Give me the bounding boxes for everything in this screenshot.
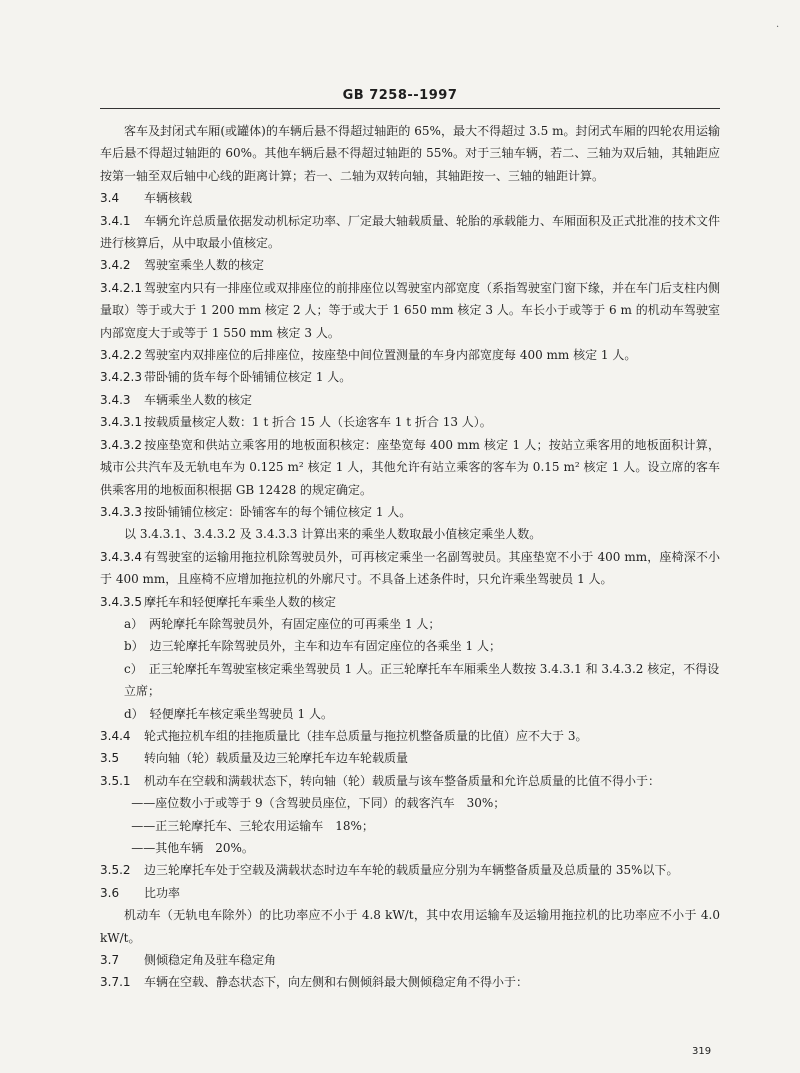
clause-number: 3.4 <box>100 191 120 206</box>
clause-text: 机动车（无轨电车除外）的比功率应不小于 4.8 kW/t，其中农用运输车及运输用拖拉机的比功率应不小于 4.0 kW/t。 <box>100 908 720 945</box>
clause-text: a） 两轮摩托车除驾驶员外，有固定座位的可再乘坐 1 人； <box>124 616 441 631</box>
clause-text: 按载质量核定人数：1 t 折合 15 人（长途客车 1 t 折合 13 人）。 <box>144 415 492 430</box>
page-header-standard-number: GB 7258--1997 <box>342 88 458 103</box>
body-paragraph <box>100 904 720 949</box>
clause-text: 驾驶室乘坐人数的核定 <box>144 258 265 273</box>
clause-number: 3.4.2.1 <box>100 280 142 295</box>
clause-number: 3.6 <box>100 885 120 900</box>
body-paragraph <box>100 277 720 344</box>
section-heading <box>100 949 720 971</box>
clause-number: 3.5 <box>100 751 120 766</box>
clause-number: 3.4.3.4 <box>100 549 142 564</box>
clause-number: 3.5.2 <box>100 863 131 878</box>
corner-mark: · <box>776 22 780 33</box>
clause-text: 客车及封闭式车厢(或罐体)的车辆后悬不得超过轴距的 65%，最大不得超过 3.5 m。封闭式车厢的四轮农用运输车后悬不得超过轴距的 60%。其他车辆后悬不得超过轴距的 55%。对于三轴车辆，若二、三轴为双后轴，其轴距应按第一轴至双后轴中心线的距离计算；若一、二轴为双转向轴，其轴距按一、三轴的轴距计算。 <box>100 124 720 183</box>
list-item <box>100 658 720 703</box>
clause-number: 3.4.3.1 <box>100 415 142 430</box>
clause-text: ——座位数小于或等于 9（含驾驶员座位，下同）的载客汽车 30%； <box>131 796 506 811</box>
clause-number: 3.4.2 <box>100 258 131 273</box>
clause-text: 车辆乘坐人数的核定 <box>144 392 253 407</box>
clause-text: 以 3.4.3.1、3.4.3.2 及 3.4.3.3 计算出来的乘坐人数取最小值核定乘坐人数。 <box>124 527 542 542</box>
dash-list-item <box>100 837 720 859</box>
clause-text: 侧倾稳定角及驻车稳定角 <box>144 953 277 968</box>
clause-text: 摩托车和轻便摩托车乘坐人数的核定 <box>144 594 337 609</box>
list-item <box>100 613 720 635</box>
body-paragraph <box>100 523 720 545</box>
document-body <box>100 120 720 994</box>
clause-text: 车辆核载 <box>144 191 193 206</box>
clause-text: 比功率 <box>144 885 181 900</box>
clause-number: 3.4.3 <box>100 392 131 407</box>
clause-number: 3.4.2.2 <box>100 348 142 363</box>
section-heading <box>100 254 720 276</box>
clause-text: 转向轴（轮）载质量及边三轮摩托车边车轮载质量 <box>144 751 409 766</box>
body-paragraph <box>100 366 720 388</box>
header-rule <box>100 108 720 109</box>
body-paragraph <box>100 971 720 993</box>
body-paragraph <box>100 210 720 255</box>
clause-text: 按卧铺铺位核定：卧铺客车的每个铺位核定 1 人。 <box>144 504 412 519</box>
clause-number: 3.7 <box>100 953 120 968</box>
body-paragraph <box>100 434 720 501</box>
body-paragraph <box>100 546 720 591</box>
clause-text: 驾驶室内双排座位的后排座位，按座垫中间位置测量的车身内部宽度每 400 mm 核定 1 人。 <box>144 348 637 363</box>
body-paragraph <box>100 859 720 881</box>
clause-number: 3.4.3.3 <box>100 504 142 519</box>
clause-text: 按座垫宽和供站立乘客用的地板面积核定：座垫宽每 400 mm 核定 1 人；按站立乘客用的地板面积计算，城市公共汽车及无轨电车为 0.125 m² 核定 1 人，其他允许有站立乘客的客车为 0.15 m² 核定 1 人。设立席的客车供乘客用的地板面积根据 GB 12428 的规定确定。 <box>100 437 720 497</box>
clause-text: ——其他车辆 20%。 <box>131 841 254 855</box>
clause-number: 3.4.4 <box>100 728 131 743</box>
clause-text: 边三轮摩托车处于空载及满载状态时边车车轮的载质量应分别为车辆整备质量及总质量的 35%以下。 <box>144 863 679 878</box>
clause-number: 3.4.1 <box>100 213 131 228</box>
section-heading <box>100 882 720 904</box>
clause-number: 3.4.2.3 <box>100 370 142 385</box>
body-paragraph <box>100 501 720 523</box>
body-paragraph <box>100 344 720 366</box>
clause-text: 机动车在空载和满载状态下，转向轴（轮）载质量与该车整备质量和允许总质量的比值不得小于： <box>144 773 661 788</box>
list-item <box>100 635 720 657</box>
body-paragraph <box>100 411 720 433</box>
section-heading <box>100 389 720 411</box>
list-item <box>100 703 720 725</box>
clause-number: 3.4.3.2 <box>100 437 142 452</box>
body-paragraph <box>100 120 720 187</box>
clause-number: 3.4.3.5 <box>100 594 142 609</box>
clause-text: ——正三轮摩托车、三轮农用运输车 18%； <box>131 818 374 833</box>
section-heading <box>100 747 720 769</box>
clause-text: 带卧铺的货车每个卧铺铺位核定 1 人。 <box>144 370 352 385</box>
clause-number: 3.7.1 <box>100 975 131 990</box>
clause-text: b） 边三轮摩托车除驾驶员外，主车和边车有固定座位的各乘坐 1 人； <box>124 639 501 654</box>
dash-list-item <box>100 815 720 837</box>
clause-number: 3.5.1 <box>100 773 131 788</box>
clause-text: 车辆允许总质量依据发动机标定功率、厂定最大轴载质量、轮胎的承载能力、车厢面积及正式批准的技术文件进行核算后，从中取最小值核定。 <box>100 213 721 251</box>
clause-text: c） 正三轮摩托车驾驶室核定乘坐驾驶员 1 人。正三轮摩托车车厢乘坐人数按 3.4.3.1 和 3.4.3.2 核定，不得设立席； <box>124 661 720 699</box>
section-heading <box>100 187 720 209</box>
clause-text: 有驾驶室的运输用拖拉机除驾驶员外，可再核定乘坐一名副驾驶员。其座垫宽不小于 400 mm，座椅深不小于 400 mm，且座椅不应增加拖拉机的外廓尺寸。不具备上述条件时，只允许乘坐驾驶员 1 人。 <box>100 549 720 587</box>
clause-text: 车辆在空载、静态状态下，向左侧和右侧倾斜最大侧倾稳定角不得小于： <box>144 975 529 990</box>
clause-text: d） 轻便摩托车核定乘坐驾驶员 1 人。 <box>124 706 333 721</box>
clause-text: 驾驶室内只有一排座位或双排座位的前排座位以驾驶室内部宽度（系指驾驶室门窗下缘，并在车门后支柱内侧量取）等于或大于 1 200 mm 核定 2 人；等于或大于 1 650 mm 核定 3 人。车长小于或等于 6 m 的机动车驾驶室内部宽度大于或等于 1 550 mm 核定 3 人。 <box>100 280 721 340</box>
body-paragraph <box>100 770 720 792</box>
body-paragraph <box>100 725 720 747</box>
section-heading <box>100 591 720 613</box>
dash-list-item <box>100 792 720 814</box>
page-number: 319 <box>692 1046 712 1057</box>
clause-text: 轮式拖拉机车组的挂拖质量比（挂车总质量与拖拉机整备质量的比值）应不大于 3。 <box>144 728 588 743</box>
